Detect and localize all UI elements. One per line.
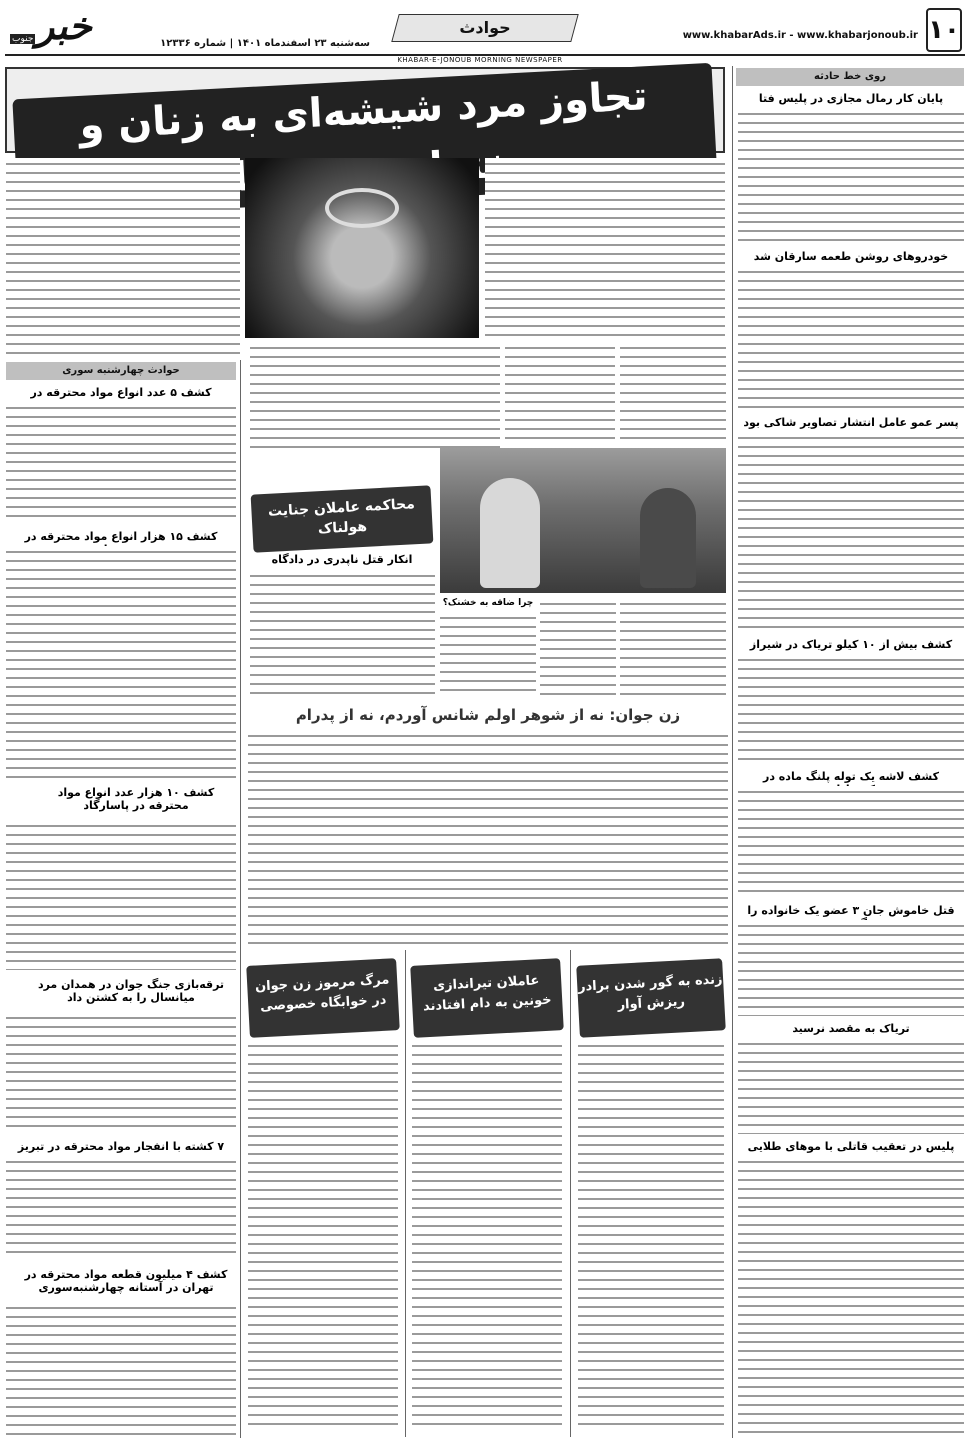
left-column-title: حوادث چهارشنبه سوری [6, 362, 236, 380]
left-item-body-5 [6, 1156, 236, 1260]
handcuff-chain-icon [325, 188, 399, 228]
defendant-figure-1 [480, 478, 540, 588]
trial-subtitle: انکار قتل ناپدری در دادگاه [271, 553, 413, 566]
website[interactable]: www.khabarAds.ir - www.khabarjonoub.ir [682, 30, 918, 41]
trial-body-lower-1 [620, 598, 726, 698]
left-item-headline-2: کشف ۱۵ هزار انواع مواد محترقه در [24, 530, 218, 543]
lead-article-body-right [485, 158, 725, 338]
right-column-divider [732, 66, 733, 1438]
defendant-figure-2 [640, 488, 696, 588]
right-item-body-6 [738, 920, 964, 1016]
left-item-headline-3: کشف ۱۰ هزار عدد انواع مواد محترقه در پاسارگاد [57, 786, 215, 812]
trial-body-top-right [620, 342, 726, 442]
right-item-body-8 [738, 1156, 964, 1434]
left-item-headline-5: ۷ کشته با انفجار مواد محترقه در تبریز [17, 1140, 225, 1153]
left-column [6, 382, 236, 1437]
trial-body-top-mid [505, 342, 615, 442]
handcuffs-photo [245, 158, 479, 338]
right-item-body-3 [738, 432, 964, 632]
courtroom-photo [440, 448, 726, 593]
right-item-headline-5: کشف لاشه یک توله پلنگ ماده در [763, 770, 939, 783]
left-item-body-6 [6, 1302, 236, 1436]
logo-text: خبر [36, 4, 92, 48]
woman-quote-headline: زن جوان: نه از شوهر اولم شانس آوردم، نه از پدرام [295, 706, 681, 724]
right-item-headline-3: پسر عمو عامل انتشار تصاویر شاکی بود [743, 416, 959, 429]
left-column-divider [240, 360, 241, 1438]
bottom-divider-1 [570, 950, 571, 1437]
bottom-box-3-text: زنده به گور شدن برادر ریزش آوار [577, 972, 723, 1013]
right-item-body-7 [738, 1038, 964, 1134]
newspaper-logo [6, 4, 101, 54]
logo-sub: جنوب [12, 34, 34, 44]
trial-body-top-left [250, 342, 500, 452]
trial-body-lower-2 [540, 598, 616, 698]
issue-date: سه‌شنبه ۲۳ اسفندماه ۱۴۰۱ | شماره ۱۲۳۳۶ [160, 38, 370, 49]
masthead [0, 0, 970, 64]
right-column-title: روی خط حادثه [736, 68, 964, 86]
bottom-box-3-title [576, 958, 726, 1038]
right-item-headline-8: پلیس در تعقیب قاتلی با موهای طلایی [747, 1140, 955, 1153]
right-item-body-1 [738, 108, 964, 246]
trial-body-below-title [250, 570, 435, 700]
right-item-body-4 [738, 654, 964, 764]
main-headline: تجاوز مرد شیشه‌ای به زنان و [12, 63, 717, 219]
main-headline-banner [5, 67, 725, 153]
question-head: چرا ضاقه به خشنک؟ [442, 598, 534, 608]
right-column [738, 90, 964, 1435]
bottom-divider-2 [405, 950, 406, 1437]
page-number-box [926, 8, 962, 52]
left-item-body-4 [6, 1012, 236, 1132]
trial-body-lower-3 [440, 612, 536, 698]
left-item-headline-6: کشف ۴ میلیون قطعه مواد محترقه در تهران در آستانه چهارشنبه‌سوری [24, 1268, 228, 1294]
left-item-body-3 [6, 820, 236, 970]
left-item-body-1 [6, 402, 236, 522]
section-title: حوادث [459, 18, 511, 37]
bottom-box-1-title [246, 958, 400, 1038]
right-item-headline-4: کشف بیش از ۱۰ کیلو تریاک در شیراز [749, 638, 953, 651]
lead-article-body-left [6, 158, 240, 358]
left-item-body-2 [6, 546, 236, 778]
bottom-box-2-body [412, 1040, 562, 1432]
trial-box-title [251, 485, 434, 552]
right-item-headline-6: قتل خاموش جان ۳ عضو یک خانواده را [747, 904, 955, 917]
right-item-headline-1: پایان کار رمال مجازی در پلیس فتا [758, 92, 944, 105]
left-item-headline-1: کشف ۵ عدد انواع مواد محترقه در [30, 386, 212, 399]
paper-name-en: KHABAR-E-JONOUB MORNING NEWSPAPER [397, 56, 563, 64]
left-item-headline-4: ترقه‌بازی جنگ جوان در همدان مرد میانسال را به کشتن داد [37, 978, 225, 1004]
bottom-box-1-text: مرگ مرموز زن جوان در خوابگاه خصوصی [254, 972, 390, 1015]
trial-title-text: محاکمه عاملان جنایت هولناک [267, 496, 416, 538]
quote-article-body [248, 730, 728, 945]
bottom-box-2-text: عاملان تیراندازی خونین به دام افتادند [422, 973, 552, 1015]
right-item-headline-7: تریاک به مقصد نرسید [792, 1022, 910, 1035]
bottom-box-3-body [578, 1040, 724, 1432]
page-number: ۱۰ [928, 15, 960, 45]
bottom-box-2-title [410, 958, 564, 1038]
right-item-body-5 [738, 786, 964, 898]
right-item-body-2 [738, 266, 964, 410]
right-item-headline-2: خودروهای روشن طعمه سارقان شد [753, 250, 949, 263]
bottom-box-1-body [248, 1040, 398, 1432]
